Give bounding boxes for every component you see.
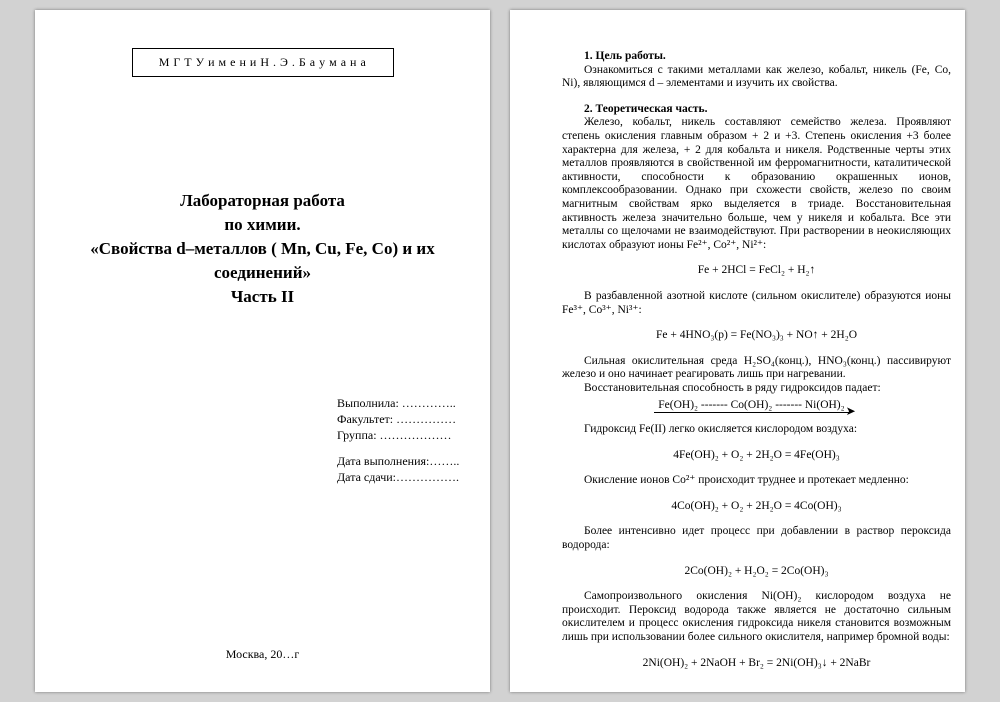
title-page-heading	[65, 189, 460, 309]
chemical-equation-hcl: Fe + 2HCl = FeCl₂ + H₂↑	[697, 264, 816, 277]
field-faculty: Факультет: ……………	[337, 412, 457, 426]
title-line-1: Лабораторная работа	[180, 191, 345, 210]
fields-spacer	[337, 443, 460, 453]
hydroxide-series-formula	[562, 398, 951, 419]
paragraph-reducing-ability: Восстановительная способность в ряду гидроксидов падает:	[584, 381, 881, 394]
university-name-box	[132, 48, 394, 77]
chemical-equation-nioh-br2: 2Ni(OH)₂ + 2NaOH + Br₂ = 2Ni(OH)₃↓ + 2NaBr	[642, 656, 871, 669]
chemical-equation-cooh-o2: 4Co(OH)₂ + O₂ + 2H₂O = 4Co(OH)₃	[671, 499, 842, 512]
student-fields	[337, 395, 460, 485]
section-2-heading: 2. Теоретическая часть.	[584, 102, 708, 115]
field-date-submit: Дата сдачи:…………….	[337, 470, 459, 484]
paragraph-theory-intro: Железо, кобальт, никель составляют семейство железа. Проявляют степень окисления главным образом + 2 и +3. Степень окисления +3 более характерна для железа, + 2 для кобальта и никеля. Родственные черты этих металлов проявляются в свойственной им ферромагнитности, каталитической активности, способности к образованию окрашенных ионов, комплексообразовании. Однако при схожести свойств, железо по своим магнитным свойствам ярко выделяется в триаде. Восстановительная активность железа значительно больше, чем у никеля и кобальта. Все эти металлы со щелочами не взаимодействуют. При растворении в неокисляющих кислотах образуют ионы Fe²⁺, Co²⁺, Ni²⁺:	[562, 116, 951, 251]
city-year-footer: Москва, 20…г	[225, 647, 300, 661]
arrow-right-icon: ➤	[845, 404, 856, 419]
paragraph-cooh-oxidation: Окисление ионов Co²⁺ происходит труднее и протекает медленно:	[584, 474, 909, 487]
paragraph-peroxide: Более интенсивно идет процесс при добавлении в раствор пероксида водорода:	[562, 525, 951, 552]
field-group: Группа: ………………	[337, 428, 452, 442]
field-date-done: Дата выполнения:……..	[337, 454, 460, 468]
section-1-heading: 1. Цель работы.	[584, 50, 666, 62]
paragraph-feoh-oxidation: Гидроксид Fe(II) легко окисляется кислородом воздуха:	[584, 423, 858, 436]
paragraph-goal: Ознакомиться с такими металлами как железо, кобальт, никель (Fe, Co, Ni), являющимся d – элементами и изучить их свойства.	[562, 63, 951, 90]
paragraph-passivation: Сильная окислительная среда H₂SO₄(конц.), HNO₃(конц.) пассивируют железо и оно начинает реагировать лишь при нагревании.	[562, 354, 951, 381]
field-performer: Выполнила: …………..	[337, 396, 456, 410]
chemical-equation-hno3: Fe + 4HNO₃(р) = Fe(NO₃)₃ + NO↑ + 2H₂O	[655, 329, 858, 342]
paragraph-nitric-acid: В разбавленной азотной кислоте (сильном окислителе) образуются ионы Fe³⁺, Co³⁺, Ni³⁺:	[562, 289, 951, 316]
title-line-5: Часть II	[230, 287, 295, 306]
university-name: М Г Т У и м е н и Н . Э . Б а у м а н а	[158, 55, 367, 69]
chemical-equation-feoh: 4Fe(OH)₂ + O₂ + 2H₂O = 4Fe(OH)₃	[673, 448, 840, 461]
hydroxide-series-text: Fe(OH)₂ ------- Co(OH)₂ ------- Ni(OH)₂	[654, 399, 848, 413]
document-page-2	[510, 10, 965, 692]
paragraph-nioh-oxidation: Самопроизвольного окисления Ni(OH)₂ кислородом воздуха не происходит. Пероксид водорода также является не достаточно сильным окислителем и процесс окисления гидроксида никеля становится возможным лишь при использовании более сильного окислителя, например бромной воды:	[562, 590, 951, 643]
title-line-4: соединений»	[214, 263, 311, 282]
document-page-1	[35, 10, 490, 692]
title-line-2: по химии.	[224, 215, 301, 234]
title-line-3: «Свойства d–металлов ( Mn, Cu, Fe, Co) и их	[90, 239, 435, 258]
chemical-equation-cooh-h2o2: 2Co(OH)₂ + H₂O₂ = 2Co(OH)₃	[684, 564, 829, 577]
